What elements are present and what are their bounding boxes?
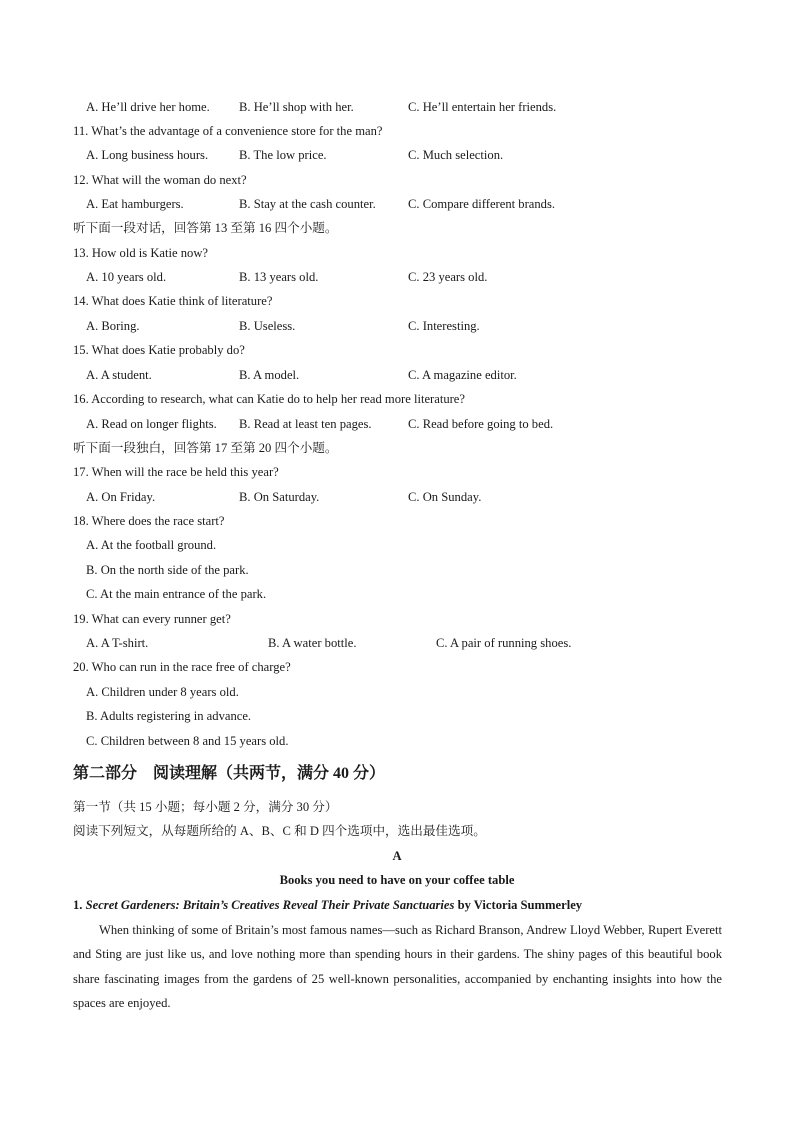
part-two-title: 第二部分 阅读理解（共两节，满分 40 分） [73,765,386,782]
option-c: C. Compare different brands. [408,197,556,211]
book-1-heading [73,899,582,912]
book-title: Secret Gardeners: Britain’s Creatives Reveal Their Private Sanctuaries [85,898,455,912]
option-a: A. A T-shirt. [86,636,149,650]
option-a: A. A student. [86,368,152,382]
option-b: B. A model. [239,368,300,382]
option-b: B. A water bottle. [268,636,357,650]
question-14: 14. What does Katie think of literature? [73,294,273,308]
option-c: C. At the main entrance of the park. [86,587,267,601]
question-18: 18. Where does the race start? [73,514,225,528]
question-16: 16. According to research, what can Katie do to help her read more literature? [73,392,465,406]
option-a: A. At the football ground. [86,538,217,552]
option-c: C. A magazine editor. [408,368,517,382]
option-c: C. Much selection. [408,148,504,162]
option-a: A. Children under 8 years old. [86,685,239,699]
book-1-paragraph [73,918,722,1015]
option-c: C. On Sunday. [408,490,482,504]
section-instruction-13-16: 听下面一段对话，回答第 13 至第 16 四个小题。 [73,221,338,235]
option-c: C. A pair of running shoes. [436,636,572,650]
option-a: A. On Friday. [86,490,156,504]
option-b: B. Adults registering in advance. [86,709,252,723]
option-c: C. Children between 8 and 15 years old. [86,734,289,748]
option-a: A. Read on longer flights. [86,417,217,431]
option-b: B. Stay at the cash counter. [239,197,376,211]
option-b: B. The low price. [239,148,327,162]
question-20: 20. Who can run in the race free of charge? [73,660,291,674]
option-b: B. Read at least ten pages. [239,417,372,431]
question-11: 11. What’s the advantage of a convenience store for the man? [73,124,383,138]
option-c: C. He’ll entertain her friends. [408,100,557,114]
option-b: B. On the north side of the park. [86,563,249,577]
option-a: A. Boring. [86,319,140,333]
option-c: C. Read before going to bed. [408,417,554,431]
option-b: B. Useless. [239,319,296,333]
paragraph-text: When thinking of some of Britain’s most famous names—such as Richard Branson, Andrew Lloyd Webber, Rupert Everett and Sting are just like us, and love nothing more than spending hours in their gardens. The shiny pages of this beautiful book share fascinating images from the gardens of 25 well-known personalities, accompanied by enchanting insights into how the spaces are enjoyed. [73,923,722,1010]
option-c: C. 23 years old. [408,270,488,284]
reading-instruction: 阅读下列短文，从每题所给的 A、B、C 和 D 四个选项中，选出最佳选项。 [73,824,486,838]
question-13: 13. How old is Katie now? [73,246,209,260]
option-a: A. Long business hours. [86,148,209,162]
option-a: A. Eat hamburgers. [86,197,184,211]
option-b: B. He’ll shop with her. [239,100,354,114]
option-a: A. 10 years old. [86,270,167,284]
option-b: B. On Saturday. [239,490,320,504]
option-b: B. 13 years old. [239,270,319,284]
question-15: 15. What does Katie probably do? [73,343,245,357]
book-author: by Victoria Summerley [454,898,583,912]
book-number: 1. [73,898,83,912]
question-19: 19. What can every runner get? [73,612,231,626]
option-a: A. He’ll drive her home. [86,100,210,114]
option-c: C. Interesting. [408,319,480,333]
question-12: 12. What will the woman do next? [73,173,247,187]
passage-letter: A [392,849,402,863]
passage-title: Books you need to have on your coffee table [279,873,515,887]
section-info: 第一节（共 15 小题；每小题 2 分，满分 30 分） [73,800,338,814]
section-instruction-17-20: 听下面一段独白，回答第 17 至第 20 四个小题。 [73,441,338,455]
question-17: 17. When will the race be held this year? [73,465,279,479]
